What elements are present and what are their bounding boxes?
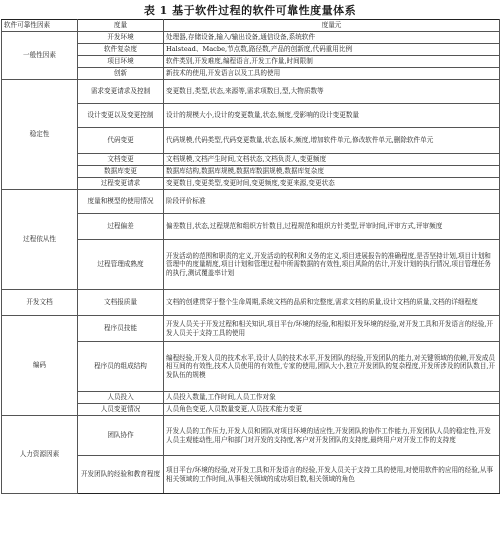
metric-cell: 过程偏差 [78, 214, 164, 240]
element-cell: 变更数目,变更类型,变更时间,变更频度,变更来源,变更状态 [164, 178, 500, 190]
element-cell: 人员投入数量,工作时间,人员工作对象 [164, 392, 500, 404]
metric-cell: 团队协作 [78, 416, 164, 456]
element-cell: 编程经验,开发人员的技术水平,设计人员的技术水平,开发团队的经验,开发团队的能力,对关键领域的依赖,开发成员相互间的有效性,技术人员使用的有效性,专家的使用,团队大小,独立开发团队的复杂程度,开发所涉及的团队数目,开发队伍的规模 [164, 342, 500, 392]
element-cell: 变更数目,类型,状态,来源等,需求项数目,型,大物质数等 [164, 80, 500, 104]
table-row [2, 80, 500, 104]
factor-cell: 人力资源因素 [2, 416, 78, 494]
element-cell: 新技术的使用,开发语言以及工具的使用 [164, 68, 500, 80]
metric-cell: 人员变更情况 [78, 404, 164, 416]
metric-cell: 数据库变更 [78, 166, 164, 178]
element-cell: Halstead、Macbe,节点数,路径数,产品的创新度,代码重用比例 [164, 44, 500, 56]
element-cell: 数据库结构,数据库规模,数据库数据规模,数据库复杂度 [164, 166, 500, 178]
metric-cell: 需求变更请求及控制 [78, 80, 164, 104]
table-row [2, 316, 500, 342]
element-cell: 文档规模,文档产生时间,文档状态,文档负责人,变更频度 [164, 154, 500, 166]
table-row [2, 190, 500, 214]
metric-cell: 人员投入 [78, 392, 164, 404]
element-cell: 代码规模,代码类型,代码变更数量,状态,版本,频度,增加软件单元,修改软件单元,删除软件单元 [164, 128, 500, 154]
element-cell: 人员角色变更,人员数量变更,人员技术能力变更 [164, 404, 500, 416]
factor-cell: 过程依从性 [2, 190, 78, 290]
metric-cell: 度量和模型的使用情况 [78, 190, 164, 214]
table-row [2, 32, 500, 44]
metric-cell: 设计变更以及变更控制 [78, 104, 164, 128]
element-cell: 设计的规模大小,设计的变更数量,状态,频度,受影响的设计变更数量 [164, 104, 500, 128]
metric-cell: 创新 [78, 68, 164, 80]
metric-cell: 代码变更 [78, 128, 164, 154]
metric-cell: 项目环境 [78, 56, 164, 68]
element-cell: 开发人员关于开发过程和相关知识,项目平台/环境的经验,和相似开发环境的经验,对开发工具和开发语言的经验,开发人员关于支持工具的使用 [164, 316, 500, 342]
element-cell: 处理器,存储设备,输入/输出设备,通信设备,系统软件 [164, 32, 500, 44]
metric-cell: 文档报质量 [78, 290, 164, 316]
metric-cell: 过程变更请求 [78, 178, 164, 190]
factor-cell: 稳定性 [2, 80, 78, 190]
table-title: 表 1 基于软件过程的软件可靠性度量体系 [143, 4, 357, 17]
reliability-metrics-table [1, 19, 500, 494]
element-cell: 开发活动的范围和职责的定义,开发活动的权利和义务的定义,项目进展报告的准确程度,是否坚持计划,项目计划和管理中的度量精度,项目计划和管理过程中所需数据的有效性,项目风险的估计,开发计划的执行情况,项目管理任务的执行,测试覆盖率计划 [164, 240, 500, 290]
element-cell: 软件类别,开发难度,编程语言,开发工作量,时间限制 [164, 56, 500, 68]
metric-cell: 软件复杂度 [78, 44, 164, 56]
header-element: 度量元 [164, 20, 500, 32]
table-header-row [2, 20, 500, 32]
element-cell: 文档的创建贯穿于整个生命周期,系统文档的品质和完整度,需求文档的质量,设计文档的质量,文档的详细程度 [164, 290, 500, 316]
element-cell: 偏差数目,状态,过程规范和组织方针数目,过程规范和组织方针类型,评审时间,评审方式,评审频度 [164, 214, 500, 240]
element-cell: 项目平台/环境的经验,对开发工具和开发语言的经验,开发人员关于支持工具的使用,对使用软件的应用的经验,从事相关领域的工作时间,从事相关领域的成功项目数,相关领域的角色 [164, 456, 500, 494]
metric-cell: 过程管理成熟度 [78, 240, 164, 290]
metric-cell: 文档变更 [78, 154, 164, 166]
element-cell: 阶段评价标准 [164, 190, 500, 214]
table-row [2, 416, 500, 456]
element-cell: 开发人员的工作压力,开发人员和团队对项目环境的适应性,开发团队的协作工作能力,开发团队人员的稳定性,开发人员主观能动性,用户和部门对开发的支持度,客户对开发团队的支持度,最终用户对开发工作的支持度 [164, 416, 500, 456]
factor-cell: 编码 [2, 316, 78, 416]
metric-cell: 程序员技能 [78, 316, 164, 342]
factor-cell: 一般性因素 [2, 32, 78, 80]
header-factor: 软件可靠性因素 [2, 20, 78, 32]
header-metric: 度量 [78, 20, 164, 32]
metric-cell: 开发环境 [78, 32, 164, 44]
metric-cell: 程序员的组成结构 [78, 342, 164, 392]
factor-cell: 开发文档 [2, 290, 78, 316]
metric-cell: 开发团队的经验和教育程度 [78, 456, 164, 494]
table-row [2, 290, 500, 316]
